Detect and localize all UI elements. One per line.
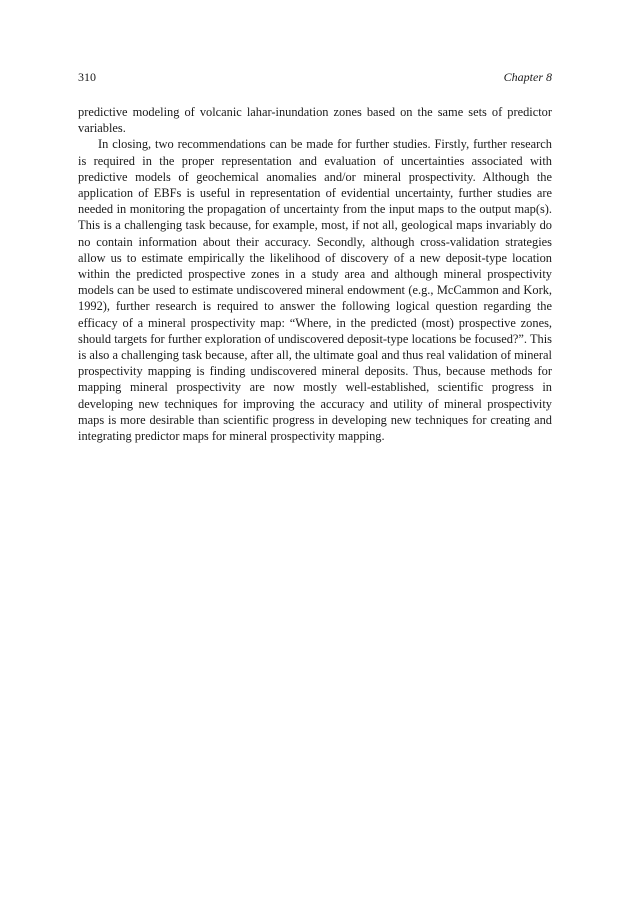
chapter-label: Chapter 8 — [503, 70, 552, 84]
page-number: 310 — [78, 70, 96, 84]
paragraph-closing-recommendations: In closing, two recommendations can be made for further studies. Firstly, further research is required in the proper representation and evaluation of uncertainties associated with predictive models of geochemical anomalies and/or mineral prospectivity. Although the application of EBFs is useful in representation of evidential uncertainty, further studies are needed in monitoring the propagation of uncertainty from the input maps to the output map(s). This is a challenging task because, for example, most, if not all, geological maps invariably do no contain information about their accuracy. Secondly, although cross-validation strategies allow us to estimate empirically the likelihood of discovery of a new deposit-type location within the predicted prospective zones in a study area and although mineral prospectivity models can be used to estimate undiscovered mineral endowment (e.g., McCammon and Kork, 1992), further research is required to answer the following logical question regarding the efficacy of a mineral prospectivity map: “Where, in the predicted (most) prospective zones, should targets for further exploration of undiscovered deposit-type locations be focused?”. This is also a challenging task because, after all, the ultimate goal and thus real validation of mineral prospectivity mapping is finding undiscovered mineral deposits. Thus, because methods for mapping mineral prospectivity are now mostly well-established, scientific progress in developing new techniques for improving the accuracy and utility of mineral prospectivity maps is more desirable than scientific progress in developing new techniques for creating and integrating predictor maps for mineral prospectivity mapping. — [78, 137, 552, 444]
paragraph-continuation: predictive modeling of volcanic lahar-inundation zones based on the same sets of predictor variables. — [78, 105, 552, 136]
body-text — [78, 104, 552, 444]
running-header — [78, 70, 552, 84]
